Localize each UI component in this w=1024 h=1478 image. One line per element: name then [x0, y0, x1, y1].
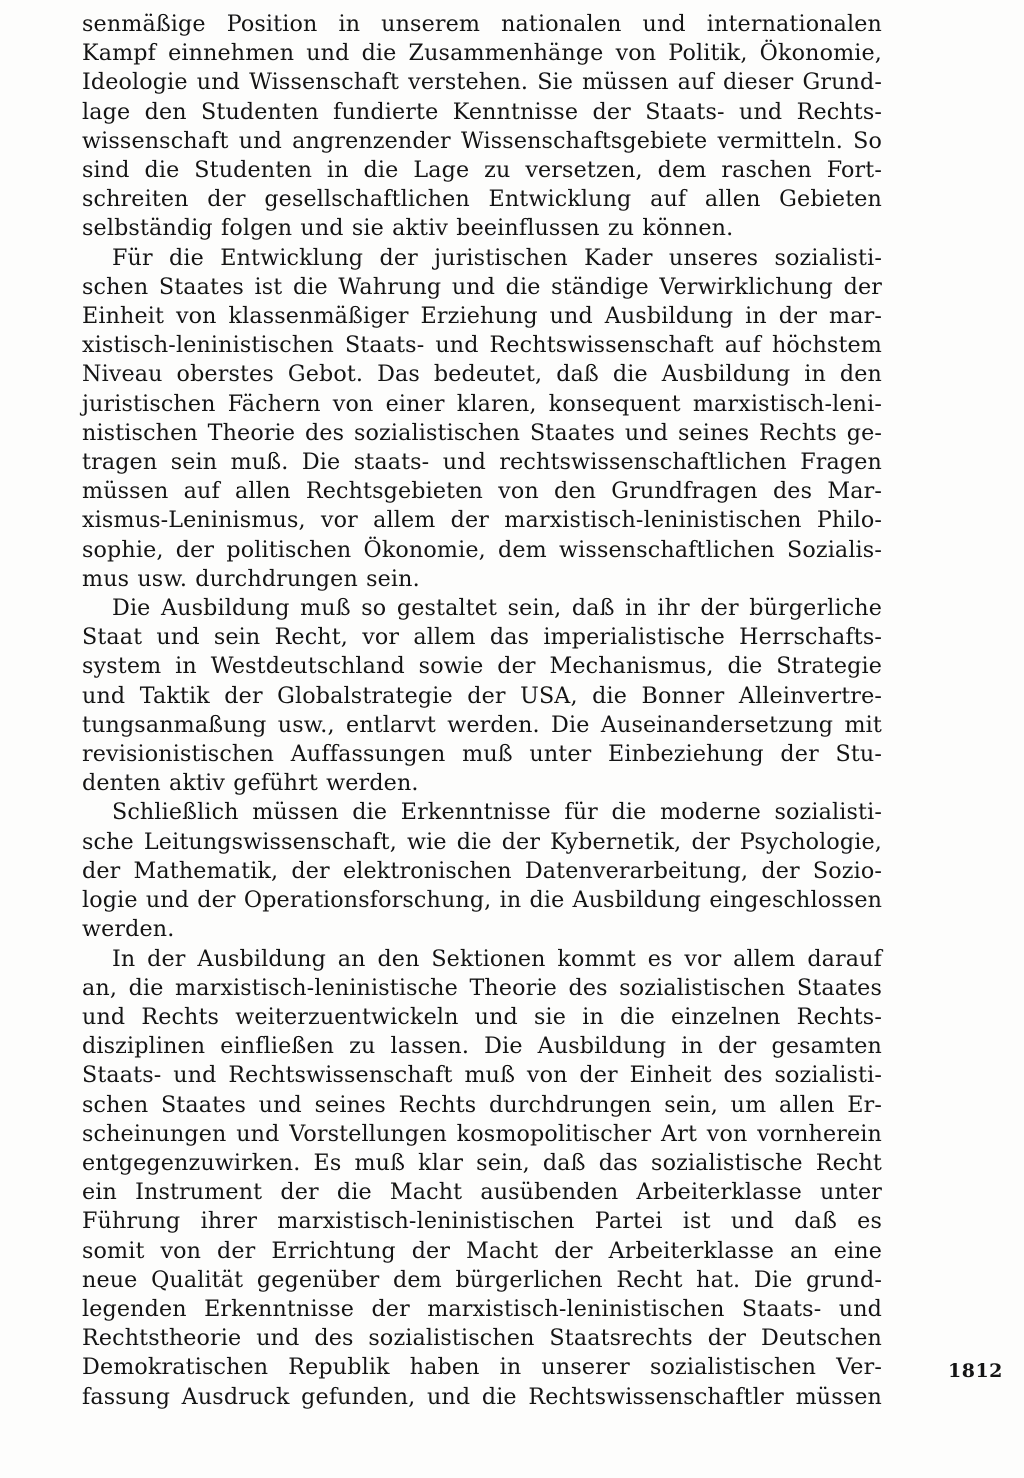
text-line: sind die Studenten in die Lage zu versetzen, dem raschen Fort-: [82, 157, 882, 184]
text-line: lage den Studenten fundierte Kenntnisse der Staats- und Rechts-: [82, 98, 882, 125]
text-line: xistisch-leninistischen Staats- und Rechtswissenschaft auf höchstem: [82, 332, 882, 359]
text-line: sophie, der politischen Ökonomie, dem wissenschaftlichen Sozialis-: [82, 536, 882, 563]
body-text: [82, 10, 882, 1412]
paragraph: [82, 244, 882, 594]
text-line: somit von der Errichtung der Macht der Arbeiterklasse an eine: [82, 1237, 882, 1264]
text-line: entgegenzuwirken. Es muß klar sein, daß das sozialistische Recht: [82, 1149, 882, 1176]
text-line: fassung Ausdruck gefunden, und die Rechtswissenschaftler müssen: [82, 1383, 882, 1410]
text-line: Für die Entwicklung der juristischen Kader unseres sozialisti-: [112, 244, 882, 271]
text-line: Staat und sein Recht, vor allem das imperialistische Herrschafts-: [82, 624, 882, 651]
text-line: legenden Erkenntnisse der marxistisch-leninistischen Staats- und: [82, 1295, 882, 1322]
text-line: schreiten der gesellschaftlichen Entwicklung auf allen Gebieten: [82, 186, 882, 213]
text-line: denten aktiv geführt werden.: [82, 770, 419, 797]
text-line: an, die marxistisch-leninistische Theorie des sozialistischen Staates: [82, 974, 882, 1001]
text-line: der Mathematik, der elektronischen Datenverarbeitung, der Sozio-: [82, 857, 882, 884]
text-line: müssen auf allen Rechtsgebieten von den Grundfragen des Mar-: [82, 478, 882, 505]
text-line: system in Westdeutschland sowie der Mechanismus, die Strategie: [82, 653, 882, 680]
text-line: wissenschaft und angrenzender Wissenschaftsgebiete vermitteln. So: [82, 127, 882, 154]
text-line: senmäßige Position in unserem nationalen und internationalen: [82, 11, 882, 37]
text-line: schen Staates ist die Wahrung und die ständige Verwirklichung der: [82, 273, 882, 300]
text-line: tungsanmaßung usw., entlarvt werden. Die Auseinandersetzung mit: [82, 711, 882, 738]
text-line: Rechtstheorie und des sozialistischen Staatsrechts der Deutschen: [82, 1325, 882, 1352]
text-line: selbständig folgen und sie aktiv beeinflussen zu können.: [82, 215, 734, 242]
text-line: Ideologie und Wissenschaft verstehen. Sie müssen auf dieser Grund-: [82, 69, 882, 96]
text-line: Niveau oberstes Gebot. Das bedeutet, daß die Ausbildung in den: [82, 361, 882, 388]
paragraph: [82, 594, 882, 798]
paragraph: [82, 798, 882, 944]
text-line: mus usw. durchdrungen sein.: [82, 565, 420, 592]
text-line: scheinungen und Vorstellungen kosmopolitischer Art von vornherein: [82, 1120, 882, 1147]
text-line: Demokratischen Republik haben in unserer sozialistischen Ver-: [82, 1354, 882, 1381]
text-line: Die Ausbildung muß so gestaltet sein, daß in ihr der bürgerliche: [112, 595, 882, 622]
page-number: 1812: [948, 1360, 1003, 1382]
text-line: und Rechts weiterzuentwickeln und sie in die einzelnen Rechts-: [82, 1003, 882, 1030]
text-line: und Taktik der Globalstrategie der USA, die Bonner Alleinvertre-: [82, 682, 882, 709]
text-line: werden.: [82, 916, 175, 943]
text-line: revisionistischen Auffassungen muß unter Einbeziehung der Stu-: [82, 741, 882, 768]
text-line: Kampf einnehmen und die Zusammenhänge von Politik, Ökonomie,: [82, 40, 882, 67]
text-line: tragen sein muß. Die staats- und rechtswissenschaftlichen Fragen: [82, 449, 882, 476]
text-line: juristischen Fächern von einer klaren, konsequent marxistisch-leni-: [82, 390, 882, 417]
text-line: In der Ausbildung an den Sektionen kommt es vor allem darauf: [112, 945, 882, 972]
text-line: Staats- und Rechtswissenschaft muß von der Einheit des sozialisti-: [82, 1062, 882, 1089]
text-line: sche Leitungswissenschaft, wie die der Kybernetik, der Psychologie,: [82, 828, 882, 855]
text-line: Einheit von klassenmäßiger Erziehung und Ausbildung in der mar-: [82, 303, 882, 330]
text-line: neue Qualität gegenüber dem bürgerlichen Recht hat. Die grund-: [82, 1266, 882, 1293]
text-line: disziplinen einfließen zu lassen. Die Ausbildung in der gesamten: [82, 1033, 882, 1060]
text-line: ein Instrument der die Macht ausübenden Arbeiterklasse unter: [82, 1179, 882, 1206]
text-line: nistischen Theorie des sozialistischen Staates und seines Rechts ge-: [82, 419, 882, 446]
text-line: Schließlich müssen die Erkenntnisse für die moderne sozialisti-: [112, 799, 882, 826]
text-line: logie und der Operationsforschung, in die Ausbildung eingeschlossen: [82, 887, 883, 914]
text-line: Führung ihrer marxistisch-leninistischen Partei ist und daß es: [82, 1208, 882, 1235]
paragraph: [82, 945, 882, 1412]
paragraph: [82, 10, 882, 244]
text-line: xismus-Leninismus, vor allem der marxistisch-leninistischen Philo-: [82, 507, 882, 534]
text-line: schen Staates und seines Rechts durchdrungen sein, um allen Er-: [82, 1091, 882, 1118]
